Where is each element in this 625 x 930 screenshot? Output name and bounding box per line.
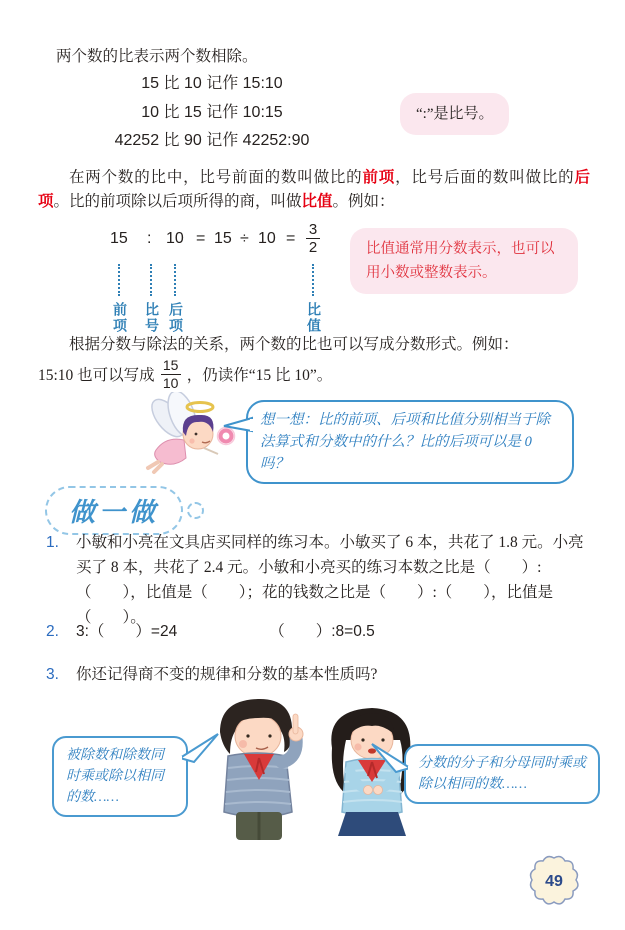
ratio-examples <box>62 70 362 156</box>
eq-divisor: 10 <box>258 230 276 247</box>
eq-antecedent: 15 <box>110 230 128 247</box>
dialog-bubble-left <box>52 736 188 817</box>
question-1-number: 1. <box>46 534 59 551</box>
question-3-text: 你还记得商不变的规律和分数的基本性质吗? <box>76 666 378 683</box>
page-number-text: 49 <box>545 873 563 890</box>
ratio-example-3: 42252 比 90 记作 42252:90 <box>114 132 310 149</box>
label-antecedent: 前项 <box>112 302 128 334</box>
leader-line-value <box>312 264 314 296</box>
colon-note-bubble: “:”是比号。 <box>400 93 509 135</box>
leader-line-antecedent <box>118 264 120 296</box>
children-dialog-illustration <box>38 692 590 860</box>
def-text-1: 在两个数的比中，比号前面的数叫做比的 <box>69 169 363 186</box>
fairy-angel-illustration <box>126 392 246 480</box>
label-colon-sign: 比号 <box>144 302 160 334</box>
fraction-form-example <box>38 358 332 390</box>
question-1-text: 小敏和小亮在文具店买同样的练习本。小敏买了 6 本，共花了 1.8 元。小亮买了 8 本，共花了 2.4 元。小敏和小亮买的练习本数之比是（ ）:（ ），比值是（ ）；花的钱数之比是（ ）:（ ），比值是（ ）。 <box>76 534 584 626</box>
eq-equals-1: = <box>196 230 206 247</box>
fraction-example-post: ，仍读作“15 比 10”。 <box>186 367 333 384</box>
ratio-example-2: 10 比 15 记作 10:15 <box>141 103 283 121</box>
bubble-tail-icon <box>370 742 412 774</box>
definition-paragraph <box>38 166 590 214</box>
dialog-bubble-right <box>404 744 600 804</box>
example-fraction <box>161 358 181 390</box>
eq-fraction <box>306 222 320 255</box>
label-consequent: 后项 <box>168 302 184 334</box>
leader-line-consequent <box>174 264 176 296</box>
fraction-form-paragraph: 根据分数与除法的关系，两个数的比也可以写成分数形式。例如： <box>69 336 519 353</box>
eq-colon: : <box>147 230 152 247</box>
think-question-bubble <box>246 400 574 484</box>
eq-equals-2: = <box>286 230 296 247</box>
example-fraction-denominator: 10 <box>162 375 179 391</box>
leader-line-colon <box>150 264 152 296</box>
dialog-right-text: 分数的分子和分母同时乘或除以相同的数…… <box>418 756 586 792</box>
question-1 <box>46 530 594 630</box>
bubble-tail-icon <box>178 732 220 764</box>
ratio-example-1: 15 比 10 记作 15:10 <box>141 75 283 92</box>
think-question-text: 想一想：比的前项、后项和比值分别相当于除法算式和分数中的什么？比的后项可以是 0 吗？ <box>260 412 550 472</box>
question-3-number: 3. <box>46 666 59 683</box>
page-number-badge <box>526 852 582 908</box>
eq-divide-sign: ÷ <box>240 230 249 247</box>
term-houxiang: 后项 <box>38 169 590 210</box>
question-2-expression-2: （ ）:8=0.5 <box>269 623 375 640</box>
def-text-4: 。例如： <box>332 193 395 210</box>
badge-tail-dot-icon <box>187 502 204 519</box>
ratio-equation <box>100 222 340 334</box>
do-it-section-badge <box>45 486 204 535</box>
question-2 <box>46 619 594 644</box>
value-note-box: 比值通常用分数表示，也可以用小数或整数表示。 <box>350 228 578 294</box>
question-3 <box>46 662 594 687</box>
boy-illustration <box>198 692 323 852</box>
fraction-example-pre: 15:10 也可以写成 <box>38 367 155 384</box>
eq-dividend: 15 <box>214 230 232 247</box>
term-bizhi: 比值 <box>301 193 333 210</box>
do-it-label: 做一做 <box>45 486 183 535</box>
def-text-3: 。比的前项除以后项所得的商，叫做 <box>53 193 302 210</box>
eq-consequent: 10 <box>166 230 184 247</box>
eq-fraction-numerator: 3 <box>308 221 318 238</box>
def-text-2: ，比号后面的数叫做比的 <box>395 169 575 186</box>
eq-fraction-denominator: 2 <box>308 239 318 256</box>
term-qianxiang: 前项 <box>362 169 396 186</box>
question-2-expression-1: 3:（ ）=24 <box>76 623 178 640</box>
bubble-tail-icon <box>223 414 253 436</box>
intro-sentence: 两个数的比表示两个数相除。 <box>56 48 258 65</box>
label-ratio-value: 比值 <box>306 302 322 334</box>
example-fraction-numerator: 15 <box>162 357 179 373</box>
dialog-left-text: 被除数和除数同时乘或除以相同的数…… <box>66 748 164 805</box>
question-2-number: 2. <box>46 623 59 640</box>
